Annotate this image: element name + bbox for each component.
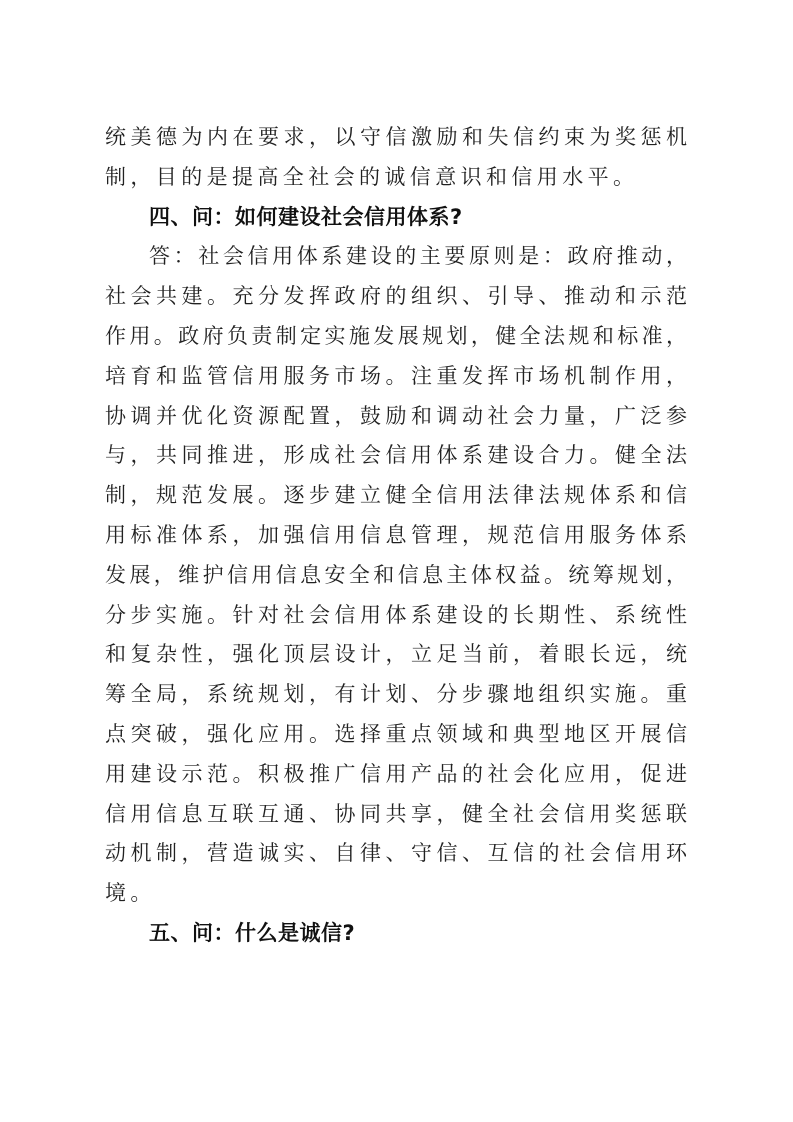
body-line: 动机制，营造诚实、自律、守信、互信的社会信用环 <box>105 841 689 866</box>
body-line: 培育和监管信用服务市场。注重发挥市场机制作用， <box>105 363 689 388</box>
body-line: 分步实施。针对社会信用体系建设的长期性、系统性 <box>105 602 689 627</box>
body-line: 用建设示范。积极推广信用产品的社会化应用，促进 <box>105 761 689 786</box>
body-line: 制，规范发展。逐步建立健全信用法律法规体系和信 <box>105 483 689 508</box>
body-line: 用标准体系，加强信用信息管理，规范信用服务体系 <box>105 522 689 547</box>
question4-heading: 四、问：如何建设社会信用体系? <box>149 204 463 229</box>
text-block <box>105 118 689 954</box>
body-line: 答：社会信用体系建设的主要原则是：政府推动， <box>149 244 689 269</box>
body-line: 发展，维护信用信息安全和信息主体权益。统筹规划， <box>105 562 689 587</box>
question5-heading: 五、问：什么是诚信? <box>149 920 356 945</box>
body-line: 统美德为内在要求，以守信激励和失信约束为奖惩机 <box>105 125 689 149</box>
body-line: 和复杂性，强化顶层设计，立足当前，着眼长远，统 <box>105 642 689 667</box>
body-line: 协调并优化资源配置，鼓励和调动社会力量，广泛参 <box>105 403 689 428</box>
body-line: 作用。政府负责制定实施发展规划，健全法规和标准， <box>105 323 689 348</box>
body-line: 社会共建。充分发挥政府的组织、引导、推动和示范 <box>105 284 689 309</box>
body-line: 制，目的是提高全社会的诚信意识和信用水平。 <box>105 164 639 189</box>
body-line: 点突破，强化应用。选择重点领域和典型地区开展信 <box>105 721 689 746</box>
body-line: 信用信息互联互通、协同共享，健全社会信用奖惩联 <box>105 801 689 826</box>
body-line: 境。 <box>105 881 156 906</box>
body-line: 筹全局，系统规划，有计划、分步骤地组织实施。重 <box>105 682 689 707</box>
body-line: 与，共同推进，形成社会信用体系建设合力。健全法 <box>105 443 689 468</box>
